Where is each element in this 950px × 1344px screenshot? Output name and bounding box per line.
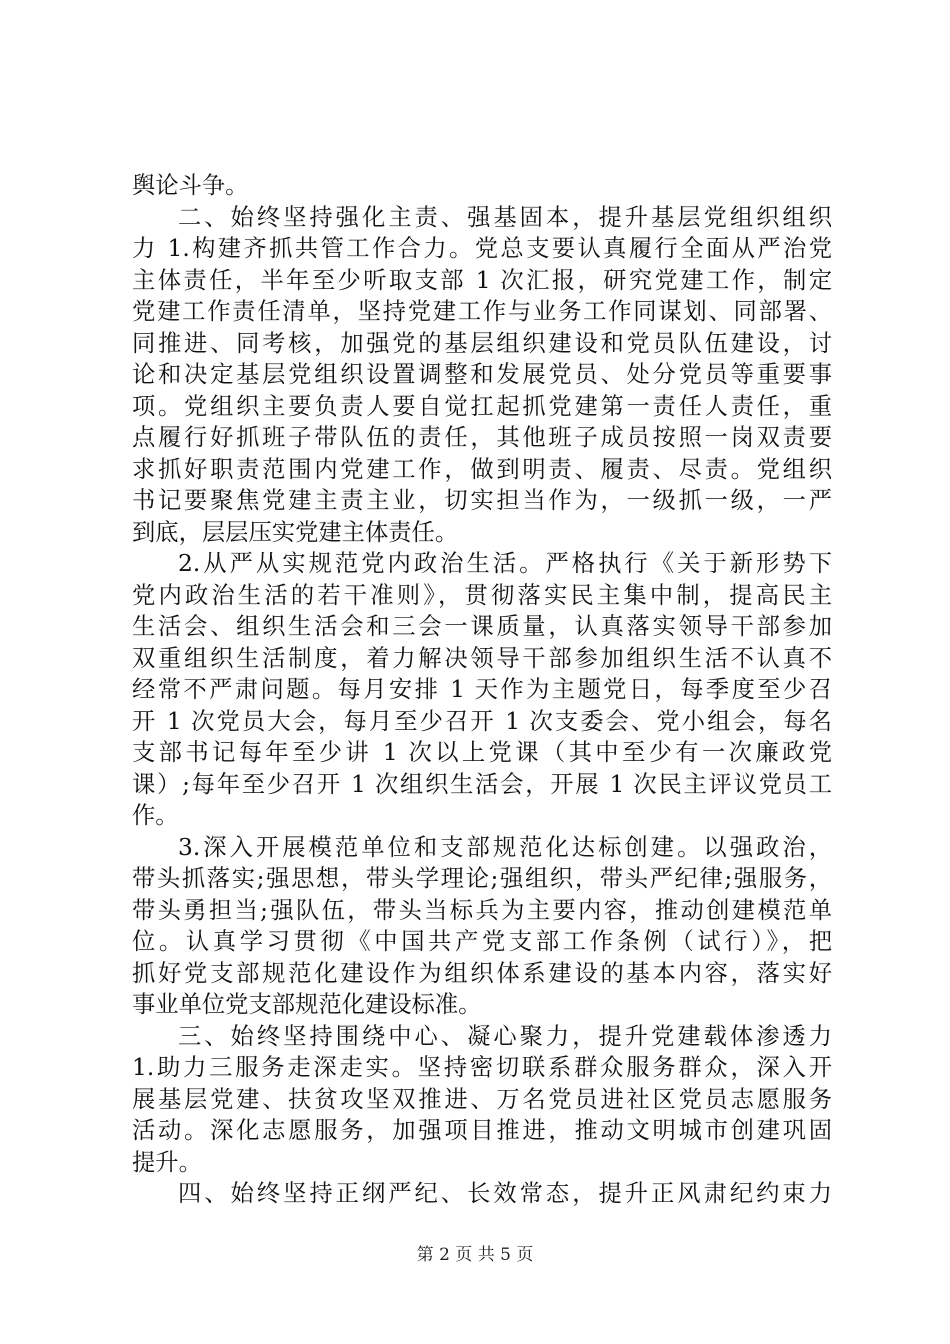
text-line: 展基层党建、扶贫攻坚双推进、万名党员进社区党员志愿服务	[132, 1085, 832, 1113]
text-line: 主体责任，半年至少听取支部 1 次汇报，研究党建工作，制定	[132, 266, 832, 294]
text-line: 生活会、组织生活会和三会一课质量，认真落实领导干部参加	[132, 613, 832, 640]
text-line: 舆论斗争。	[132, 172, 249, 199]
text-line: 带头抓落实;强思想，带头学理论;强组织，带头严纪律;强服务，	[132, 865, 832, 892]
text-line: 党内政治生活的若干准则》，贯彻落实民主集中制，提高民主	[132, 581, 832, 609]
text-line: 位。认真学习贯彻《中国共产党支部工作条例（试行）》，把	[132, 928, 832, 955]
text-line: 作。	[132, 802, 179, 829]
text-line: 提升。	[132, 1148, 202, 1176]
text-line: 求抓好职责范围内党建工作，做到明责、履责、尽责。党组织	[132, 455, 832, 483]
text-line: 点履行好抓班子带队伍的责任，其他班子成员按照一岗双责要	[132, 424, 832, 451]
paragraph-start-line: 2.从严从实规范党内政治生活。严格执行《关于新形势下	[178, 550, 832, 577]
section-heading-line: 三、始终坚持围绕中心、凝心聚力，提升党建载体渗透力	[178, 1022, 832, 1050]
text-line: 活动。深化志愿服务，加强项目推进，推动文明城市创建巩固	[132, 1117, 832, 1144]
text-line: 双重组织生活制度，着力解决领导干部参加组织生活不认真不	[132, 644, 832, 672]
text-line: 事业单位党支部规范化建设标准。	[132, 991, 482, 1018]
text-line: 党建工作责任清单，坚持党建工作与业务工作同谋划、同部署、	[132, 298, 832, 325]
text-line: 书记要聚焦党建主责主业，切实担当作为，一级抓一级，一严	[132, 487, 832, 514]
text-line: 带头勇担当;强队伍，带头当标兵为主要内容，推动创建模范单	[132, 896, 832, 924]
document-body	[132, 170, 832, 1210]
text-line: 课）;每年至少召开 1 次组织生活会，开展 1 次民主评议党员工	[132, 770, 832, 798]
text-line: 论和决定基层党组织设置调整和发展党员、处分党员等重要事	[132, 361, 832, 388]
text-line: 经常不严肃问题。每月安排 1 天作为主题党日，每季度至少召	[132, 676, 832, 703]
text-line: 到底，层层压实党建主体责任。	[132, 518, 459, 546]
page-number-label: 第 2 页 共 5 页	[416, 1245, 534, 1265]
paragraph-start-line: 3.深入开展模范单位和支部规范化达标创建。以强政治，	[178, 833, 832, 861]
text-line: 项。党组织主要负责人要自觉扛起抓党建第一责任人责任，重	[132, 392, 832, 420]
text-line: 开 1 次党员大会，每月至少召开 1 次支委会、党小组会，每名	[132, 707, 832, 735]
text-line: 同推进、同考核，加强党的基层组织建设和党员队伍建设，讨	[132, 329, 832, 357]
text-line: 支部书记每年至少讲 1 次以上党课（其中至少有一次廉政党	[132, 739, 832, 766]
section-heading-line: 四、始终坚持正纲严纪、长效常态，提升正风肃纪约束力	[178, 1180, 832, 1207]
page-footer	[0, 1240, 950, 1265]
text-line: 力 1.构建齐抓共管工作合力。党总支要认真履行全面从严治党	[132, 235, 832, 262]
text-line: 抓好党支部规范化建设作为组织体系建设的基本内容，落实好	[132, 959, 832, 987]
text-line: 1.助力三服务走深走实。坚持密切联系群众服务群众，深入开	[132, 1054, 832, 1081]
section-heading-line: 二、始终坚持强化主责、强基固本，提升基层党组织组织	[178, 203, 832, 231]
